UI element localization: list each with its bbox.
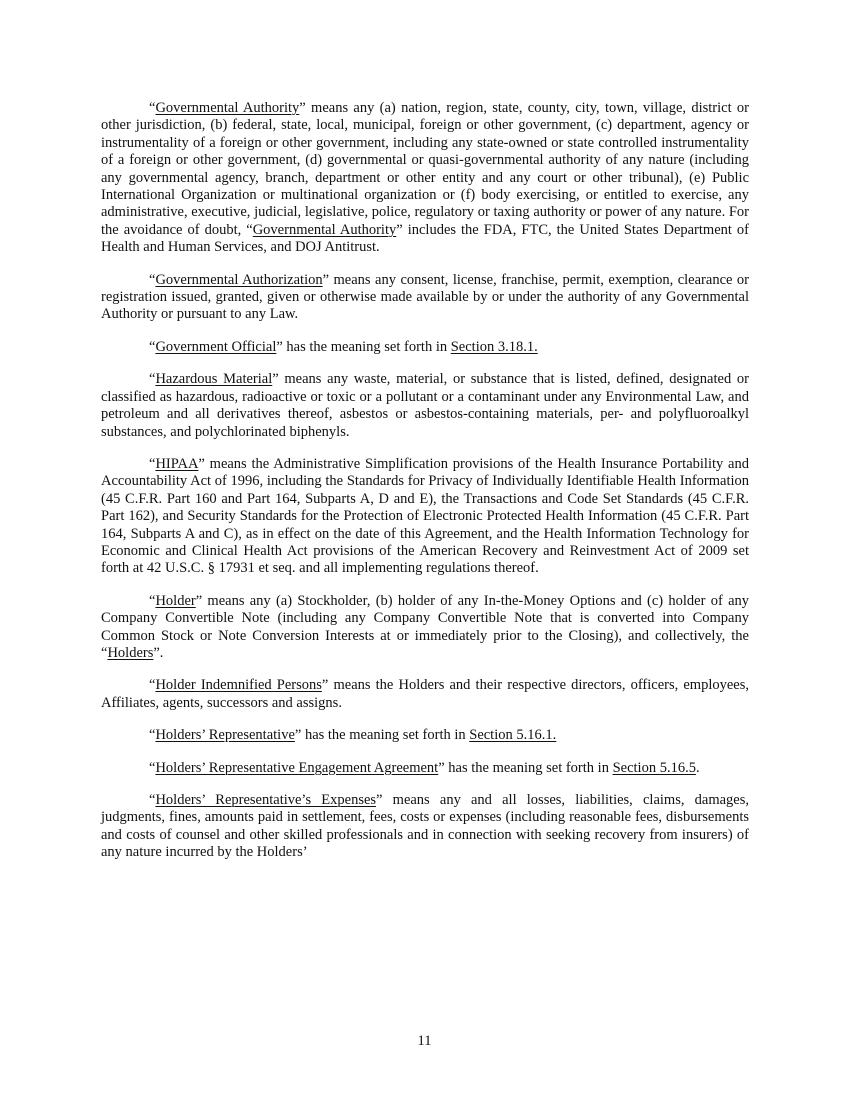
definition-governmental-authority — [101, 100, 749, 257]
definition-text: ” means any consent, license, franchise, permit, exemption, clearance or registration issued, granted, given or otherwise made available by or under the authority of any Governmental Authority or pursuant to any Law. — [101, 271, 749, 323]
definition-governmental-authorization — [101, 272, 749, 324]
underlined-term: Governmental Authority — [252, 221, 397, 238]
underlined-term: Hazardous Material — [155, 371, 273, 388]
definition-text: . — [695, 759, 700, 776]
definition-text: “ — [149, 271, 156, 288]
definition-text: ” means any and all losses, liabilities, claims, damages, judgments, fines, amounts paid in settlement, fees, costs or expenses (including reasonable fees, disbursements and costs of counsel and other skilled professionals and in connection with seeking recovery from insurers) of any nature incurred by the Holders’ — [101, 792, 749, 861]
underlined-term: HIPAA — [155, 455, 199, 472]
definition-hazardous-material — [101, 371, 749, 441]
definition-holders-representative-engagement-agreement — [101, 760, 749, 777]
definition-hipaa — [101, 456, 749, 578]
definition-text: “ — [149, 677, 156, 694]
definition-holders-representatives-expenses — [101, 792, 749, 862]
definition-text: ” has the meaning set forth in — [294, 727, 470, 744]
definition-text: ” has the meaning set forth in — [276, 338, 451, 355]
definition-holders-representative — [101, 727, 749, 744]
definition-text: “ — [149, 759, 156, 776]
definition-text: “ — [149, 455, 156, 472]
definition-text: “ — [149, 371, 156, 388]
definition-government-official — [101, 339, 749, 356]
definition-text: “ — [149, 792, 156, 808]
definition-text: ” means the Administrative Simplification provisions of the Health Insurance Portability and Accountability Act of 1996, including the Standards for Privacy of Individually Identifiable Health Information (45 C.F.R. Part 160 and Part 164, Subparts A, D and E), the Transactions and Code Set Standards (45 C.F.R. Part 162), and Security Standards for the Protection of Electronic Protected Health Information (45 C.F.R. Part 164, Subparts A and C), as in effect on the date of this Agreement, and the Health Information Technology for Economic and Clinical Health Act provisions of the American Recovery and Reinvestment Act of 2009 set forth at 42 U.S.C. § 17931 et seq. and all implementing regulations thereof. — [101, 455, 749, 577]
definition-text: ” includes the FDA, FTC, the United States Department of Health and Human Services, and DOJ Antitrust. — [101, 221, 749, 256]
definition-text: “ — [149, 592, 156, 609]
definition-holder — [101, 593, 749, 663]
definition-text: ” means any (a) Stockholder, (b) holder of any In-the-Money Options and (c) holder of any Company Convertible Note (including any Company Convertible Note that is converted into Company Common Stock or Note Conversion Interests at or immediately prior to the Closing), and collectively, the “ — [101, 592, 749, 661]
definition-text: “ — [149, 100, 156, 116]
definition-text: ” means any waste, material, or substance that is listed, defined, designated or classified as hazardous, radioactive or toxic or a pollutant or a contaminant under any Environmental Law, and petroleum and all derivatives thereof, asbestos or asbestos-containing materials, per- and polyfluoroalkyl substances, and polychlorinated biphenyls. — [101, 371, 749, 440]
underlined-term: Holders — [107, 644, 154, 661]
underlined-term: Holder — [155, 592, 196, 609]
underlined-term: Section 3.18.1. — [450, 338, 538, 355]
underlined-term: Governmental Authority — [155, 100, 300, 116]
definition-holder-indemnified-persons — [101, 677, 749, 712]
document-body — [101, 100, 749, 877]
underlined-term: Governmental Authorization — [155, 271, 323, 288]
definition-text: ”. — [153, 644, 164, 661]
underlined-term: Section 5.16.5 — [612, 759, 696, 776]
definition-text: “ — [149, 338, 156, 355]
page-number: 11 — [417, 1033, 432, 1049]
underlined-term: Holders’ Representative’s Expenses — [155, 792, 377, 808]
definition-text: ” has the meaning set forth in — [438, 759, 613, 776]
underlined-term: Section 5.16.1. — [469, 727, 557, 744]
definition-text: ” means the Holders and their respective directors, officers, employees, Affiliates, agents, successors and assigns. — [101, 677, 749, 711]
definition-text: “ — [149, 727, 156, 744]
underlined-term: Holders’ Representative — [155, 727, 295, 744]
underlined-term: Holder Indemnified Persons — [155, 677, 322, 694]
underlined-term: Holders’ Representative Engagement Agreement — [155, 759, 439, 776]
definition-text: ” means any (a) nation, region, state, county, city, town, village, district or other jurisdiction, (b) federal, state, local, municipal, foreign or other government, (c) department, agency or instrumentality of a foreign or other government, including any state-owned or state controlled instrumentality of a foreign or other government, (d) governmental or quasi-governmental authority of any nature (including any governmental agency, branch, department or other entity and any court or other tribunal), (e) Public International Organization or multinational organization or (f) body exercising, or entitled to exercise, any administrative, executive, judicial, legislative, police, regulatory or taxing authority or power of any nature. For the avoidance of doubt, “ — [101, 100, 750, 238]
underlined-term: Government Official — [155, 338, 277, 355]
